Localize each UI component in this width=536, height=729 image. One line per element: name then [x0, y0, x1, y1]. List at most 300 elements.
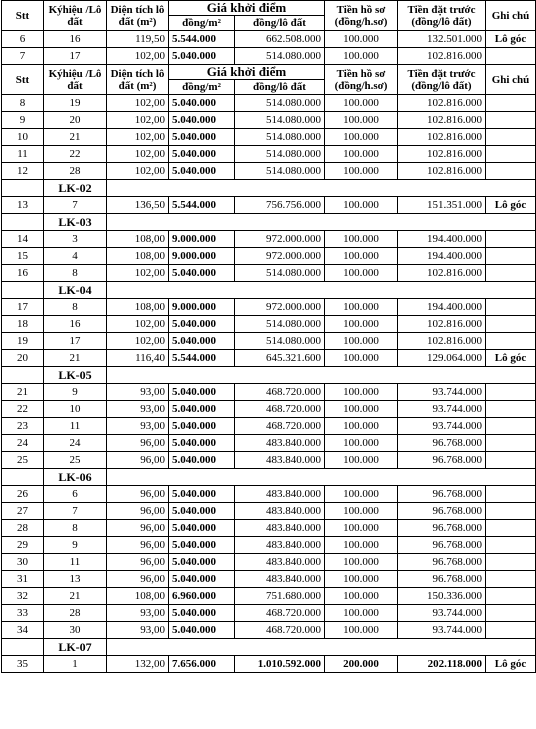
cell-lot: 10 [44, 401, 107, 418]
cell-deposit: 150.336.000 [398, 588, 486, 605]
cell-stt: 26 [2, 486, 44, 503]
table-row [2, 452, 536, 469]
header-hoso-2: Tiền hồ sơ (đồng/h.sơ) [325, 65, 398, 95]
cell-stt: 12 [2, 163, 44, 180]
cell-file-fee: 100.000 [325, 129, 398, 146]
cell-file-fee: 100.000 [325, 231, 398, 248]
cell-price-lot: 483.840.000 [235, 503, 325, 520]
cell-area: 96,00 [107, 571, 169, 588]
table-row [2, 503, 536, 520]
cell-file-fee: 100.000 [325, 350, 398, 367]
cell-note [486, 265, 536, 282]
cell-lot: 28 [44, 163, 107, 180]
group-filler-cell [107, 639, 536, 656]
table-row [2, 520, 536, 537]
table-row [2, 435, 536, 452]
group-label: LK-02 [44, 180, 107, 197]
cell-area: 136,50 [107, 197, 169, 214]
cell-lot: 21 [44, 588, 107, 605]
cell-file-fee: 100.000 [325, 197, 398, 214]
cell-lot: 1 [44, 656, 107, 673]
cell-price-m2: 5.040.000 [169, 520, 235, 537]
cell-deposit: 93.744.000 [398, 605, 486, 622]
header-kyhieu-2: Kýhiệu /Lô đất [44, 65, 107, 95]
cell-stt: 24 [2, 435, 44, 452]
table-row [2, 48, 536, 65]
cell-deposit: 102.816.000 [398, 316, 486, 333]
cell-note [486, 299, 536, 316]
cell-note [486, 554, 536, 571]
cell-lot: 30 [44, 622, 107, 639]
table-row [2, 112, 536, 129]
cell-price-m2: 5.040.000 [169, 333, 235, 350]
cell-deposit: 102.816.000 [398, 112, 486, 129]
cell-stt: 20 [2, 350, 44, 367]
cell-note [486, 112, 536, 129]
cell-area: 93,00 [107, 622, 169, 639]
cell-deposit: 102.816.000 [398, 48, 486, 65]
cell-file-fee: 200.000 [325, 656, 398, 673]
header-dientich-2: Diện tích lô đất (m²) [107, 65, 169, 95]
cell-file-fee: 100.000 [325, 554, 398, 571]
cell-price-m2: 5.544.000 [169, 197, 235, 214]
cell-price-lot: 483.840.000 [235, 520, 325, 537]
cell-file-fee: 100.000 [325, 299, 398, 316]
cell-file-fee: 100.000 [325, 31, 398, 48]
cell-lot: 13 [44, 571, 107, 588]
header-dongm2: đồng/m² [169, 16, 235, 31]
cell-price-lot: 514.080.000 [235, 163, 325, 180]
cell-stt: 11 [2, 146, 44, 163]
cell-price-lot: 514.080.000 [235, 146, 325, 163]
cell-file-fee: 100.000 [325, 452, 398, 469]
cell-price-m2: 5.040.000 [169, 537, 235, 554]
cell-deposit: 102.816.000 [398, 163, 486, 180]
cell-stt: 13 [2, 197, 44, 214]
cell-area: 96,00 [107, 486, 169, 503]
cell-deposit: 96.768.000 [398, 503, 486, 520]
cell-price-m2: 5.040.000 [169, 401, 235, 418]
cell-deposit: 93.744.000 [398, 401, 486, 418]
cell-area: 93,00 [107, 384, 169, 401]
cell-stt: 28 [2, 520, 44, 537]
header-stt: Stt [2, 1, 44, 31]
cell-area: 96,00 [107, 554, 169, 571]
group-label: LK-07 [44, 639, 107, 656]
cell-area: 93,00 [107, 418, 169, 435]
cell-deposit: 102.816.000 [398, 129, 486, 146]
table-row [2, 656, 536, 673]
cell-note [486, 452, 536, 469]
cell-deposit: 132.501.000 [398, 31, 486, 48]
table-row [2, 316, 536, 333]
cell-note [486, 588, 536, 605]
cell-price-lot: 514.080.000 [235, 129, 325, 146]
cell-note [486, 95, 536, 112]
cell-lot: 4 [44, 248, 107, 265]
group-row [2, 282, 536, 299]
cell-note [486, 486, 536, 503]
cell-stt: 29 [2, 537, 44, 554]
cell-price-lot: 972.000.000 [235, 231, 325, 248]
cell-note [486, 248, 536, 265]
cell-price-lot: 645.321.600 [235, 350, 325, 367]
cell-price-m2: 5.040.000 [169, 435, 235, 452]
cell-price-m2: 5.040.000 [169, 265, 235, 282]
table-row [2, 333, 536, 350]
cell-lot: 22 [44, 146, 107, 163]
cell-note: Lô góc [486, 350, 536, 367]
cell-price-m2: 5.040.000 [169, 605, 235, 622]
cell-file-fee: 100.000 [325, 435, 398, 452]
cell-note: Lô góc [486, 197, 536, 214]
cell-deposit: 93.744.000 [398, 418, 486, 435]
cell-lot: 6 [44, 486, 107, 503]
cell-lot: 11 [44, 554, 107, 571]
cell-area: 132,00 [107, 656, 169, 673]
cell-lot: 7 [44, 197, 107, 214]
cell-price-m2: 5.040.000 [169, 622, 235, 639]
cell-file-fee: 100.000 [325, 401, 398, 418]
table-row [2, 486, 536, 503]
cell-stt: 18 [2, 316, 44, 333]
cell-stt: 35 [2, 656, 44, 673]
cell-area: 108,00 [107, 588, 169, 605]
cell-lot: 24 [44, 435, 107, 452]
cell-price-lot: 483.840.000 [235, 537, 325, 554]
cell-price-m2: 5.040.000 [169, 112, 235, 129]
cell-price-m2: 5.040.000 [169, 316, 235, 333]
table-body-1 [2, 31, 536, 65]
cell-file-fee: 100.000 [325, 537, 398, 554]
cell-lot: 7 [44, 503, 107, 520]
cell-area: 93,00 [107, 401, 169, 418]
header-giakhoidiem-2: Giá khởi điểm [169, 65, 325, 80]
cell-file-fee: 100.000 [325, 588, 398, 605]
cell-deposit: 151.351.000 [398, 197, 486, 214]
cell-stt: 21 [2, 384, 44, 401]
cell-file-fee: 100.000 [325, 163, 398, 180]
cell-stt: 14 [2, 231, 44, 248]
cell-stt: 34 [2, 622, 44, 639]
cell-price-lot: 468.720.000 [235, 384, 325, 401]
cell-price-m2: 9.000.000 [169, 248, 235, 265]
table-row [2, 622, 536, 639]
cell-price-m2: 5.040.000 [169, 486, 235, 503]
cell-file-fee: 100.000 [325, 605, 398, 622]
cell-area: 102,00 [107, 129, 169, 146]
cell-lot: 8 [44, 520, 107, 537]
header-datruoc-2: Tiền đặt trước (đồng/lô đất) [398, 65, 486, 95]
cell-price-lot: 468.720.000 [235, 401, 325, 418]
cell-area: 102,00 [107, 333, 169, 350]
cell-price-m2: 6.960.000 [169, 588, 235, 605]
header-datruoc: Tiền đặt trước (đồng/lô đất) [398, 1, 486, 31]
cell-stt: 31 [2, 571, 44, 588]
cell-deposit: 96.768.000 [398, 435, 486, 452]
table-row [2, 197, 536, 214]
cell-price-lot: 483.840.000 [235, 452, 325, 469]
cell-price-lot: 756.756.000 [235, 197, 325, 214]
cell-area: 102,00 [107, 316, 169, 333]
table-row [2, 95, 536, 112]
cell-price-lot: 483.840.000 [235, 486, 325, 503]
table-row [2, 248, 536, 265]
table-row [2, 418, 536, 435]
cell-note [486, 571, 536, 588]
cell-lot: 19 [44, 95, 107, 112]
cell-deposit: 96.768.000 [398, 537, 486, 554]
header-row-1a [2, 1, 536, 16]
cell-price-lot: 468.720.000 [235, 605, 325, 622]
group-label: LK-05 [44, 367, 107, 384]
cell-lot: 17 [44, 48, 107, 65]
header-donglo: đồng/lô đất [235, 16, 325, 31]
cell-deposit: 202.118.000 [398, 656, 486, 673]
cell-deposit: 194.400.000 [398, 248, 486, 265]
cell-deposit: 194.400.000 [398, 299, 486, 316]
cell-note [486, 537, 536, 554]
cell-price-m2: 9.000.000 [169, 231, 235, 248]
cell-deposit: 102.816.000 [398, 95, 486, 112]
table-row [2, 163, 536, 180]
cell-deposit: 93.744.000 [398, 622, 486, 639]
cell-lot: 9 [44, 537, 107, 554]
cell-note [486, 48, 536, 65]
cell-price-m2: 5.040.000 [169, 129, 235, 146]
cell-note [486, 333, 536, 350]
cell-lot: 21 [44, 129, 107, 146]
cell-area: 102,00 [107, 163, 169, 180]
cell-price-lot: 483.840.000 [235, 554, 325, 571]
header-ghichu: Ghi chú [486, 1, 536, 31]
cell-stt: 7 [2, 48, 44, 65]
cell-stt: 22 [2, 401, 44, 418]
table-row [2, 350, 536, 367]
cell-file-fee: 100.000 [325, 486, 398, 503]
cell-deposit: 102.816.000 [398, 333, 486, 350]
group-empty-cell [2, 639, 44, 656]
cell-price-lot: 972.000.000 [235, 299, 325, 316]
header-row-2a [2, 65, 536, 80]
cell-file-fee: 100.000 [325, 384, 398, 401]
cell-price-m2: 5.040.000 [169, 418, 235, 435]
cell-price-lot: 972.000.000 [235, 248, 325, 265]
cell-file-fee: 100.000 [325, 622, 398, 639]
header-ghichu-2: Ghi chú [486, 65, 536, 95]
header-giakhoidiem: Giá khởi điểm [169, 1, 325, 16]
cell-stt: 30 [2, 554, 44, 571]
cell-area: 102,00 [107, 265, 169, 282]
cell-area: 102,00 [107, 112, 169, 129]
cell-price-m2: 9.000.000 [169, 299, 235, 316]
table-row [2, 588, 536, 605]
group-label: LK-06 [44, 469, 107, 486]
cell-stt: 10 [2, 129, 44, 146]
cell-deposit: 96.768.000 [398, 554, 486, 571]
cell-file-fee: 100.000 [325, 48, 398, 65]
cell-note [486, 418, 536, 435]
table-row [2, 605, 536, 622]
group-row [2, 180, 536, 197]
table-row [2, 571, 536, 588]
cell-lot: 9 [44, 384, 107, 401]
cell-stt: 16 [2, 265, 44, 282]
cell-price-lot: 514.080.000 [235, 48, 325, 65]
cell-deposit: 129.064.000 [398, 350, 486, 367]
cell-price-lot: 514.080.000 [235, 95, 325, 112]
cell-file-fee: 100.000 [325, 503, 398, 520]
header-dongm2-2: đồng/m² [169, 80, 235, 95]
cell-area: 96,00 [107, 520, 169, 537]
cell-price-m2: 5.544.000 [169, 31, 235, 48]
cell-area: 116,40 [107, 350, 169, 367]
cell-price-lot: 514.080.000 [235, 112, 325, 129]
table-row [2, 384, 536, 401]
table-row [2, 265, 536, 282]
cell-lot: 16 [44, 316, 107, 333]
table-row [2, 554, 536, 571]
cell-stt: 8 [2, 95, 44, 112]
cell-price-m2: 5.040.000 [169, 571, 235, 588]
cell-stt: 33 [2, 605, 44, 622]
cell-note [486, 384, 536, 401]
repeated-header [2, 65, 536, 95]
cell-file-fee: 100.000 [325, 95, 398, 112]
cell-area: 102,00 [107, 95, 169, 112]
cell-stt: 23 [2, 418, 44, 435]
cell-file-fee: 100.000 [325, 316, 398, 333]
table-row [2, 129, 536, 146]
cell-price-lot: 751.680.000 [235, 588, 325, 605]
cell-price-m2: 5.040.000 [169, 146, 235, 163]
cell-deposit: 96.768.000 [398, 520, 486, 537]
cell-file-fee: 100.000 [325, 418, 398, 435]
cell-price-m2: 7.656.000 [169, 656, 235, 673]
cell-price-m2: 5.040.000 [169, 48, 235, 65]
cell-file-fee: 100.000 [325, 146, 398, 163]
cell-area: 119,50 [107, 31, 169, 48]
table-body-2 [2, 95, 536, 673]
cell-note [486, 163, 536, 180]
cell-lot: 20 [44, 112, 107, 129]
cell-stt: 9 [2, 112, 44, 129]
cell-note [486, 146, 536, 163]
cell-lot: 21 [44, 350, 107, 367]
table-row [2, 146, 536, 163]
cell-stt: 17 [2, 299, 44, 316]
cell-file-fee: 100.000 [325, 571, 398, 588]
cell-file-fee: 100.000 [325, 520, 398, 537]
cell-area: 96,00 [107, 537, 169, 554]
cell-note [486, 520, 536, 537]
group-filler-cell [107, 367, 536, 384]
cell-price-lot: 514.080.000 [235, 265, 325, 282]
cell-price-m2: 5.040.000 [169, 95, 235, 112]
cell-price-lot: 468.720.000 [235, 622, 325, 639]
cell-note [486, 231, 536, 248]
cell-price-lot: 1.010.592.000 [235, 656, 325, 673]
cell-note [486, 622, 536, 639]
cell-note: Lô góc [486, 31, 536, 48]
cell-price-lot: 468.720.000 [235, 418, 325, 435]
cell-note [486, 129, 536, 146]
group-filler-cell [107, 180, 536, 197]
cell-area: 108,00 [107, 299, 169, 316]
cell-area: 102,00 [107, 48, 169, 65]
cell-note [486, 401, 536, 418]
cell-lot: 11 [44, 418, 107, 435]
cell-note [486, 316, 536, 333]
group-row [2, 367, 536, 384]
cell-area: 93,00 [107, 605, 169, 622]
cell-deposit: 96.768.000 [398, 452, 486, 469]
auction-lot-table [1, 0, 536, 673]
cell-lot: 3 [44, 231, 107, 248]
cell-price-m2: 5.040.000 [169, 163, 235, 180]
group-empty-cell [2, 180, 44, 197]
group-empty-cell [2, 469, 44, 486]
cell-deposit: 96.768.000 [398, 571, 486, 588]
cell-file-fee: 100.000 [325, 333, 398, 350]
cell-lot: 8 [44, 265, 107, 282]
cell-note [486, 605, 536, 622]
cell-lot: 16 [44, 31, 107, 48]
cell-lot: 25 [44, 452, 107, 469]
cell-price-lot: 514.080.000 [235, 316, 325, 333]
cell-area: 96,00 [107, 503, 169, 520]
table-row [2, 537, 536, 554]
group-empty-cell [2, 282, 44, 299]
cell-file-fee: 100.000 [325, 265, 398, 282]
header-hoso: Tiền hồ sơ (đồng/h.sơ) [325, 1, 398, 31]
table-row [2, 31, 536, 48]
cell-price-m2: 5.040.000 [169, 503, 235, 520]
header-donglo-2: đồng/lô đất [235, 80, 325, 95]
cell-area: 108,00 [107, 231, 169, 248]
header-stt-2: Stt [2, 65, 44, 95]
group-row [2, 639, 536, 656]
cell-file-fee: 100.000 [325, 112, 398, 129]
cell-area: 96,00 [107, 435, 169, 452]
cell-price-m2: 5.040.000 [169, 452, 235, 469]
cell-stt: 32 [2, 588, 44, 605]
header-kyhieu: Kýhiệu /Lô đất [44, 1, 107, 31]
table-row [2, 231, 536, 248]
cell-price-m2: 5.040.000 [169, 384, 235, 401]
group-row [2, 214, 536, 231]
cell-stt: 25 [2, 452, 44, 469]
cell-note [486, 503, 536, 520]
cell-area: 108,00 [107, 248, 169, 265]
cell-price-lot: 662.508.000 [235, 31, 325, 48]
cell-area: 96,00 [107, 452, 169, 469]
group-label: LK-03 [44, 214, 107, 231]
cell-stt: 19 [2, 333, 44, 350]
group-row [2, 469, 536, 486]
cell-area: 102,00 [107, 146, 169, 163]
group-filler-cell [107, 214, 536, 231]
cell-price-lot: 483.840.000 [235, 435, 325, 452]
table-row [2, 401, 536, 418]
group-label: LK-04 [44, 282, 107, 299]
group-filler-cell [107, 282, 536, 299]
header-dientich: Diện tích lô đất (m²) [107, 1, 169, 31]
table-row [2, 299, 536, 316]
cell-note [486, 435, 536, 452]
cell-price-lot: 514.080.000 [235, 333, 325, 350]
cell-price-m2: 5.544.000 [169, 350, 235, 367]
